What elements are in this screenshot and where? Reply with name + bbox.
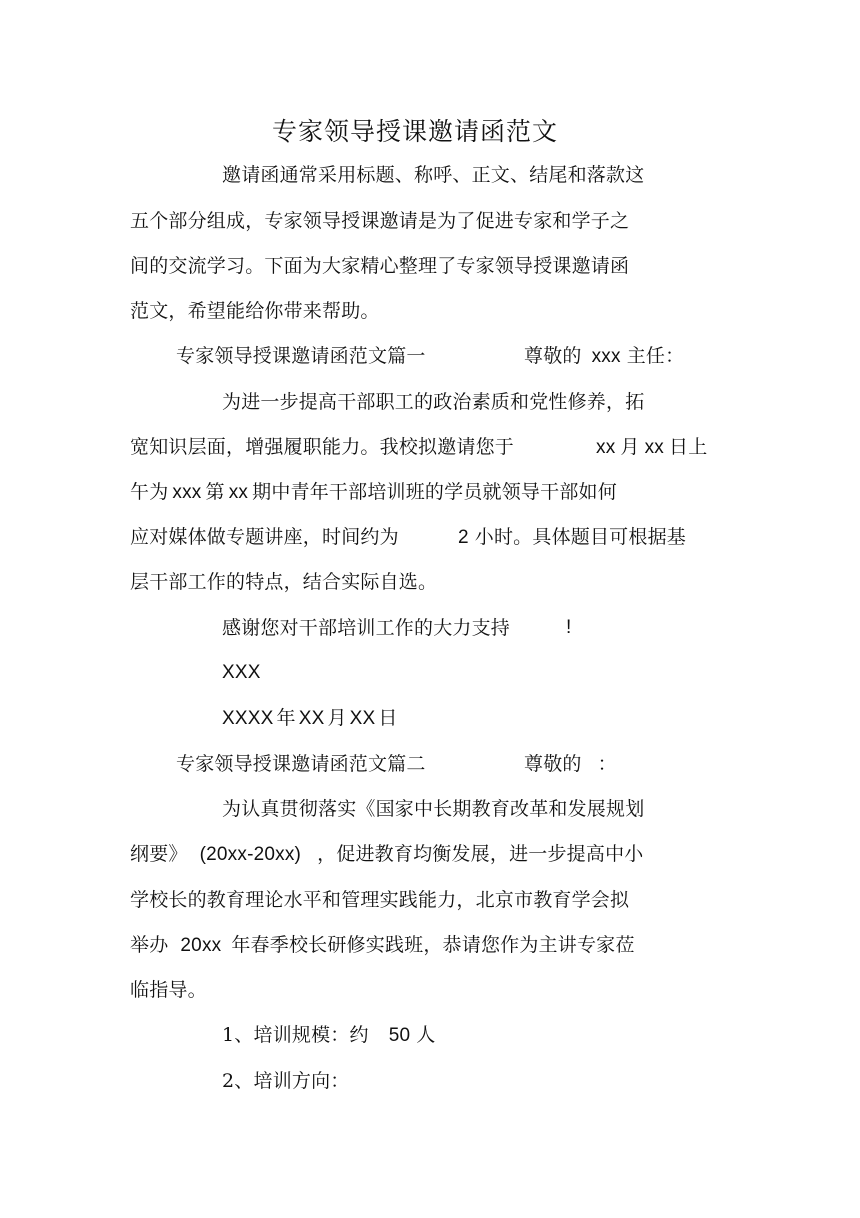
part1-body-line-4a: 应对媒体做专题讲座，时间约为 <box>130 526 399 548</box>
part1-signature: XXX <box>222 662 261 683</box>
part1-body-line-3: 午为 xxx 第 xx 期中青年干部培训班的学员就领导干部如何 <box>130 481 617 503</box>
part1-body-line-2b: xx 月 xx 日上 <box>596 436 708 458</box>
part1-body-line-5: 层干部工作的特点，结合实际自选。 <box>130 571 438 593</box>
part2-body-line-1: 为认真贯彻落实《国家中长期教育改革和发展规划 <box>222 798 645 820</box>
part2-body-line-3: 学校长的教育理论水平和管理实践能力，北京市教育学会拟 <box>130 889 630 911</box>
part2-body-line-2: 纲要》 (20xx-20xx) ，促进教育均衡发展，进一步提高中小 <box>130 843 644 865</box>
intro-line-4: 范文，希望能给你带来帮助。 <box>130 300 380 322</box>
part1-date: XXXX 年 XX 月 XX 日 <box>222 707 398 729</box>
part2-heading: 专家领导授课邀请函范文篇二 <box>176 753 426 775</box>
part2-item-2: 2、培训方向： <box>222 1070 350 1092</box>
part1-body-line-2a: 宽知识层面，增强履职能力。我校拟邀请您于 <box>130 436 515 458</box>
part1-salutation: 尊敬的 xxx 主任： <box>524 345 685 367</box>
part2-body-line-5: 临指导。 <box>130 979 207 1001</box>
document-title: 专家领导授课邀请函范文 <box>271 117 558 146</box>
part1-thanks: 感谢您对干部培训工作的大力支持 <box>222 617 511 639</box>
part2-body-line-4: 举办 20xx 年春季校长研修实践班，恭请您作为主讲专家莅 <box>130 934 635 956</box>
intro-line-2: 五个部分组成，专家领导授课邀请是为了促进专家和学子之 <box>130 210 630 232</box>
part2-item-1: 1、培训规模：约 50 人 <box>222 1024 436 1046</box>
part1-heading: 专家领导授课邀请函范文篇一 <box>176 345 426 367</box>
intro-line-3: 间的交流学习。下面为大家精心整理了专家领导授课邀请函 <box>130 255 630 277</box>
part1-thanks-mark: ! <box>566 617 572 638</box>
part1-body-line-1: 为进一步提高干部职工的政治素质和党性修养，拓 <box>222 391 645 413</box>
part1-body-line-4b: 2 小时。具体题目可根据基 <box>458 526 686 548</box>
part2-salutation: 尊敬的 ： <box>524 753 617 775</box>
intro-line-1: 邀请函通常采用标题、称呼、正文、结尾和落款这 <box>222 164 645 186</box>
